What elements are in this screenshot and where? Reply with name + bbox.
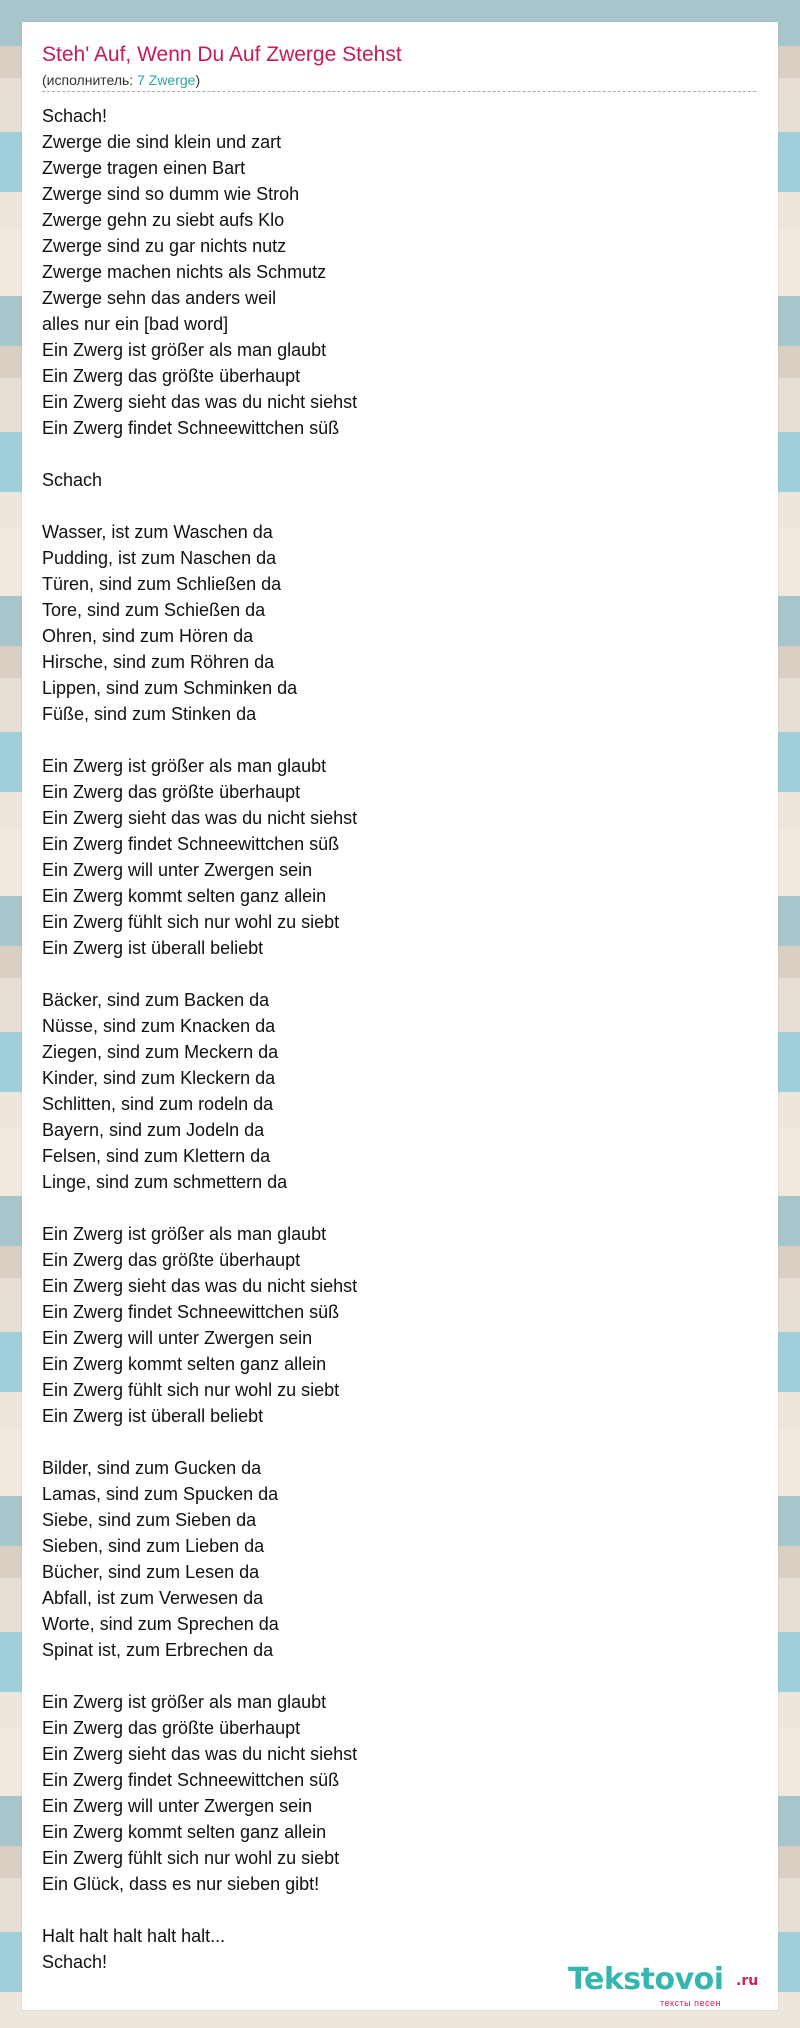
lyric-line: Ein Zwerg fühlt sich nur wohl zu siebt [42, 1380, 340, 1400]
lyric-line: Schlitten, sind zum rodeln da [42, 1094, 274, 1114]
lyric-line: Schach! [42, 106, 108, 126]
lyric-line: Ein Zwerg sieht das was du nicht siehst [42, 1744, 358, 1764]
lyric-line: alles nur ein [bad word] [42, 314, 229, 334]
lyric-line: Ein Zwerg sieht das was du nicht siehst [42, 392, 358, 412]
lyric-line: Ohren, sind zum Hören da [42, 626, 254, 646]
lyrics-card [22, 22, 778, 2010]
lyric-line: Ein Zwerg sieht das was du nicht siehst [42, 1276, 358, 1296]
logo-tld: .ru [736, 1973, 759, 1989]
lyric-line: Bayern, sind zum Jodeln da [42, 1120, 265, 1140]
lyric-line: Zwerge machen nichts als Schmutz [42, 262, 327, 282]
logo-tagline: тексты песен [660, 1998, 722, 2008]
lyric-line: Pudding, ist zum Naschen da [42, 548, 277, 568]
stanza-break [42, 493, 756, 519]
lyric-line: Ein Zwerg ist größer als man glaubt [42, 1692, 327, 1712]
lyric-line: Zwerge sehn das anders weil [42, 288, 277, 308]
lyric-line: Siebe, sind zum Sieben da [42, 1510, 257, 1530]
lyric-line: Zwerge gehn zu siebt aufs Klo [42, 210, 285, 230]
artist-link[interactable]: 7 Zwerge [137, 72, 196, 88]
lyric-line: Bäcker, sind zum Backen da [42, 990, 270, 1010]
lyric-line: Bücher, sind zum Lesen da [42, 1562, 260, 1582]
logo-name: Tekstovoi [568, 1962, 724, 1997]
lyric-line: Ein Zwerg will unter Zwergen sein [42, 1796, 313, 1816]
lyric-line: Wasser, ist zum Waschen da [42, 522, 273, 542]
lyric-line: Bilder, sind zum Gucken da [42, 1458, 262, 1478]
lyric-line: Ein Zwerg ist größer als man glaubt [42, 1224, 327, 1244]
lyric-line: Ein Zwerg das größte überhaupt [42, 366, 301, 386]
lyric-line: Ein Zwerg findet Schneewittchen süß [42, 834, 340, 854]
lyric-line: Lamas, sind zum Spucken da [42, 1484, 279, 1504]
lyric-line: Ein Zwerg findet Schneewittchen süß [42, 1302, 340, 1322]
stanza-break [42, 441, 756, 467]
artist-prefix: (исполнитель: [42, 72, 138, 88]
lyric-line: Schach! [42, 1952, 108, 1972]
song-title: Steh' Auf, Wenn Du Auf Zwerge Stehst [42, 43, 402, 66]
lyric-line: Ein Glück, dass es nur sieben gibt! [42, 1874, 320, 1894]
lyric-line: Ein Zwerg ist überall beliebt [42, 1406, 264, 1426]
lyric-line: Füße, sind zum Stinken da [42, 704, 257, 724]
lyric-line: Zwerge tragen einen Bart [42, 158, 246, 178]
lyric-line: Lippen, sind zum Schminken da [42, 678, 298, 698]
lyric-line: Ein Zwerg sieht das was du nicht siehst [42, 808, 358, 828]
lyric-line: Ein Zwerg das größte überhaupt [42, 782, 301, 802]
lyric-line: Ein Zwerg ist größer als man glaubt [42, 340, 327, 360]
lyric-line: Ein Zwerg ist größer als man glaubt [42, 756, 327, 776]
lyric-line: Ein Zwerg will unter Zwergen sein [42, 1328, 313, 1348]
lyrics-text [42, 103, 756, 1975]
lyric-line: Ein Zwerg will unter Zwergen sein [42, 860, 313, 880]
lyric-line: Zwerge die sind klein und zart [42, 132, 282, 152]
stanza-break [42, 1663, 756, 1689]
stanza-break [42, 727, 756, 753]
lyric-line: Abfall, ist zum Verwesen da [42, 1588, 264, 1608]
lyric-line: Linge, sind zum schmettern da [42, 1172, 288, 1192]
lyric-line: Zwerge sind zu gar nichts nutz [42, 236, 287, 256]
artist-line [42, 72, 756, 92]
lyric-line: Tore, sind zum Schießen da [42, 600, 266, 620]
lyric-line: Hirsche, sind zum Röhren da [42, 652, 275, 672]
lyric-line: Zwerge sind so dumm wie Stroh [42, 184, 300, 204]
lyric-line: Ein Zwerg fühlt sich nur wohl zu siebt [42, 912, 340, 932]
lyric-line: Ein Zwerg fühlt sich nur wohl zu siebt [42, 1848, 340, 1868]
lyric-line: Ein Zwerg kommt selten ganz allein [42, 886, 327, 906]
artist-suffix: ) [195, 72, 201, 88]
lyric-line: Ein Zwerg kommt selten ganz allein [42, 1822, 327, 1842]
lyric-line: Kinder, sind zum Kleckern da [42, 1068, 276, 1088]
lyric-line: Worte, sind zum Sprechen da [42, 1614, 279, 1634]
lyric-line: Halt halt halt halt halt... [42, 1926, 226, 1946]
lyric-line: Ein Zwerg kommt selten ganz allein [42, 1354, 327, 1374]
lyric-line: Ein Zwerg findet Schneewittchen süß [42, 418, 340, 438]
site-logo[interactable] [568, 1962, 768, 2008]
stanza-break [42, 961, 756, 987]
lyric-line: Nüsse, sind zum Knacken da [42, 1016, 276, 1036]
lyric-line: Türen, sind zum Schließen da [42, 574, 282, 594]
lyric-line: Ein Zwerg findet Schneewittchen süß [42, 1770, 340, 1790]
lyric-line: Spinat ist, zum Erbrechen da [42, 1640, 274, 1660]
stanza-break [42, 1897, 756, 1923]
stanza-break [42, 1429, 756, 1455]
lyric-line: Ziegen, sind zum Meckern da [42, 1042, 279, 1062]
lyric-line: Ein Zwerg ist überall beliebt [42, 938, 264, 958]
lyric-line: Ein Zwerg das größte überhaupt [42, 1718, 301, 1738]
stanza-break [42, 1195, 756, 1221]
lyric-line: Felsen, sind zum Klettern da [42, 1146, 271, 1166]
lyric-line: Ein Zwerg das größte überhaupt [42, 1250, 301, 1270]
lyric-line: Sieben, sind zum Lieben da [42, 1536, 265, 1556]
lyric-line: Schach [42, 470, 103, 490]
